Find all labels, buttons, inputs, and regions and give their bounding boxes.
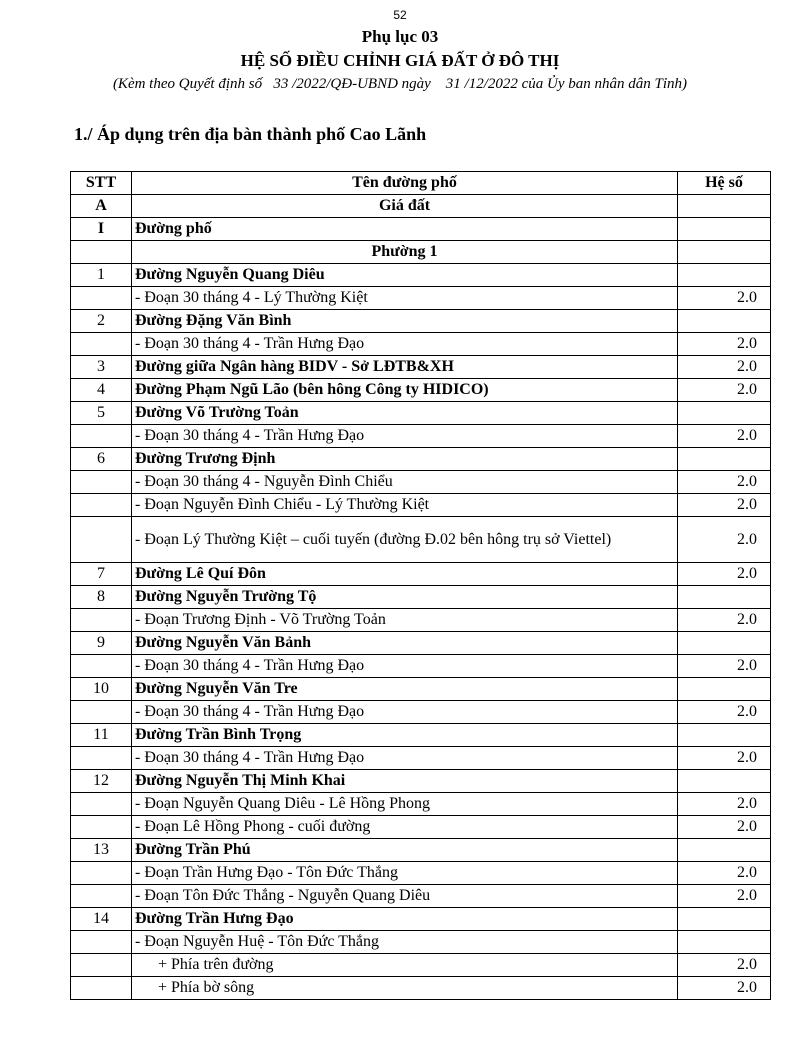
table-row (71, 402, 771, 425)
row-coefficient: 2.0 (678, 609, 771, 632)
row-stt (71, 609, 132, 632)
row-stt: 11 (71, 724, 132, 747)
table-row (71, 839, 771, 862)
row-coefficient: 2.0 (678, 977, 771, 1000)
row-name: - Đoạn Tôn Đức Thắng - Nguyễn Quang Diêu (132, 885, 678, 908)
row-coefficient (678, 678, 771, 701)
table-row (71, 678, 771, 701)
row-name: - Đoạn Nguyễn Quang Diêu - Lê Hồng Phong (132, 793, 678, 816)
row-stt (71, 494, 132, 517)
row-stt: 8 (71, 586, 132, 609)
row-name: - Đoạn Nguyễn Đình Chiểu - Lý Thường Kiệt (132, 494, 678, 517)
row-name: + Phía trên đường (132, 954, 678, 977)
row-name: Đường Phạm Ngũ Lão (bên hông Công ty HIDICO) (132, 379, 678, 402)
row-name: Phường 1 (132, 241, 678, 264)
row-coefficient: 2.0 (678, 494, 771, 517)
row-coefficient: 2.0 (678, 471, 771, 494)
row-coefficient: 2.0 (678, 517, 771, 563)
table-row (71, 724, 771, 747)
row-name: - Đoạn Lê Hồng Phong - cuối đường (132, 816, 678, 839)
header-street-name: Tên đường phố (132, 172, 678, 195)
row-stt (71, 954, 132, 977)
row-stt: 7 (71, 563, 132, 586)
table-row (71, 747, 771, 770)
row-stt (71, 747, 132, 770)
row-stt (71, 862, 132, 885)
row-name: - Đoạn 30 tháng 4 - Trần Hưng Đạo (132, 425, 678, 448)
row-coefficient: 2.0 (678, 885, 771, 908)
row-coefficient: 2.0 (678, 287, 771, 310)
row-stt: 3 (71, 356, 132, 379)
table-row (71, 333, 771, 356)
row-stt (71, 885, 132, 908)
row-stt: 13 (71, 839, 132, 862)
table-row (71, 494, 771, 517)
row-stt (71, 655, 132, 678)
row-name: - Đoạn 30 tháng 4 - Trần Hưng Đạo (132, 655, 678, 678)
table-row (71, 471, 771, 494)
table-row (71, 655, 771, 678)
table-row (71, 816, 771, 839)
table-row (71, 379, 771, 402)
row-stt (71, 333, 132, 356)
row-name: - Đoạn 30 tháng 4 - Trần Hưng Đạo (132, 333, 678, 356)
table-row (71, 195, 771, 218)
row-stt: 5 (71, 402, 132, 425)
row-name: Đường Nguyễn Trường Tộ (132, 586, 678, 609)
row-name: Đường Trương Định (132, 448, 678, 471)
row-name: - Đoạn 30 tháng 4 - Lý Thường Kiệt (132, 287, 678, 310)
table-row (71, 977, 771, 1000)
row-coefficient (678, 402, 771, 425)
header-stt: STT (71, 172, 132, 195)
row-coefficient: 2.0 (678, 747, 771, 770)
row-stt: 9 (71, 632, 132, 655)
row-coefficient (678, 218, 771, 241)
row-stt (71, 287, 132, 310)
row-name: + Phía bờ sông (132, 977, 678, 1000)
coefficient-table (70, 171, 771, 1000)
row-name: Đường Nguyễn Quang Diêu (132, 264, 678, 287)
table-row (71, 586, 771, 609)
table-row (71, 770, 771, 793)
table-row (71, 931, 771, 954)
row-coefficient (678, 770, 771, 793)
row-coefficient: 2.0 (678, 655, 771, 678)
table-row (71, 954, 771, 977)
table-row (71, 632, 771, 655)
section-heading: 1./ Áp dụng trên địa bàn thành phố Cao Lãnh (74, 124, 427, 144)
row-name: - Đoạn Lý Thường Kiệt – cuối tuyến (đường Đ.02 bên hông trụ sở Viettel) (132, 517, 678, 563)
table-row (71, 701, 771, 724)
row-stt (71, 701, 132, 724)
row-coefficient: 2.0 (678, 793, 771, 816)
row-coefficient (678, 839, 771, 862)
page-number: 52 (393, 8, 407, 22)
subtitle: (Kèm theo Quyết định số 33 /2022/QĐ-UBND ngày 31 /12/2022 của Ủy ban nhân dân Tỉnh) (112, 76, 688, 92)
table-row (71, 218, 771, 241)
table-row (71, 609, 771, 632)
table-row (71, 517, 771, 563)
row-name: Đường Nguyễn Thị Minh Khai (132, 770, 678, 793)
row-name: Đường Trần Phú (132, 839, 678, 862)
table-row (71, 862, 771, 885)
row-name: Đường Nguyễn Văn Tre (132, 678, 678, 701)
row-stt: 12 (71, 770, 132, 793)
row-stt (71, 931, 132, 954)
row-name: - Đoạn 30 tháng 4 - Trần Hưng Đạo (132, 747, 678, 770)
row-coefficient (678, 241, 771, 264)
row-name: - Đoạn Trần Hưng Đạo - Tôn Đức Thắng (132, 862, 678, 885)
row-stt: 14 (71, 908, 132, 931)
table-row (71, 793, 771, 816)
row-coefficient (678, 310, 771, 333)
row-stt: 4 (71, 379, 132, 402)
row-stt (71, 517, 132, 563)
table-row (71, 310, 771, 333)
row-coefficient: 2.0 (678, 356, 771, 379)
row-stt (71, 793, 132, 816)
row-stt (71, 977, 132, 1000)
row-coefficient: 2.0 (678, 425, 771, 448)
table-row (71, 908, 771, 931)
row-coefficient: 2.0 (678, 954, 771, 977)
table-header-row (71, 172, 771, 195)
row-stt (71, 471, 132, 494)
row-coefficient: 2.0 (678, 816, 771, 839)
row-name: - Đoạn Nguyễn Huệ - Tôn Đức Thắng (132, 931, 678, 954)
page-title: HỆ SỐ ĐIỀU CHỈNH GIÁ ĐẤT Ở ĐÔ THỊ (240, 51, 560, 70)
row-coefficient: 2.0 (678, 563, 771, 586)
row-stt (71, 241, 132, 264)
row-stt: A (71, 195, 132, 218)
row-stt: 6 (71, 448, 132, 471)
row-name: Đường Đặng Văn Bình (132, 310, 678, 333)
row-coefficient (678, 931, 771, 954)
table-row (71, 241, 771, 264)
row-name: Giá đất (132, 195, 678, 218)
table-row (71, 448, 771, 471)
row-coefficient (678, 448, 771, 471)
appendix-label: Phụ lục 03 (361, 27, 439, 46)
row-name: Đường giữa Ngân hàng BIDV - Sở LĐTB&XH (132, 356, 678, 379)
row-stt: 2 (71, 310, 132, 333)
row-coefficient (678, 586, 771, 609)
row-stt: 1 (71, 264, 132, 287)
row-stt (71, 816, 132, 839)
row-coefficient: 2.0 (678, 862, 771, 885)
table-row (71, 563, 771, 586)
row-name: - Đoạn 30 tháng 4 - Trần Hưng Đạo (132, 701, 678, 724)
row-coefficient (678, 195, 771, 218)
table-row (71, 425, 771, 448)
row-name: Đường phố (132, 218, 678, 241)
table-row (71, 264, 771, 287)
row-name: - Đoạn Trương Định - Võ Trường Toản (132, 609, 678, 632)
table-row (71, 885, 771, 908)
row-coefficient (678, 724, 771, 747)
row-name: Đường Lê Quí Đôn (132, 563, 678, 586)
row-name: Đường Trần Hưng Đạo (132, 908, 678, 931)
row-coefficient: 2.0 (678, 379, 771, 402)
row-coefficient (678, 908, 771, 931)
row-name: Đường Trần Bình Trọng (132, 724, 678, 747)
row-coefficient: 2.0 (678, 333, 771, 356)
table-row (71, 356, 771, 379)
header-coefficient: Hệ số (678, 172, 771, 195)
row-coefficient: 2.0 (678, 701, 771, 724)
table-row (71, 287, 771, 310)
row-stt (71, 425, 132, 448)
row-coefficient (678, 632, 771, 655)
row-stt: I (71, 218, 132, 241)
row-name: Đường Nguyễn Văn Bảnh (132, 632, 678, 655)
row-name: Đường Võ Trường Toản (132, 402, 678, 425)
row-stt: 10 (71, 678, 132, 701)
row-coefficient (678, 264, 771, 287)
row-name: - Đoạn 30 tháng 4 - Nguyễn Đình Chiểu (132, 471, 678, 494)
